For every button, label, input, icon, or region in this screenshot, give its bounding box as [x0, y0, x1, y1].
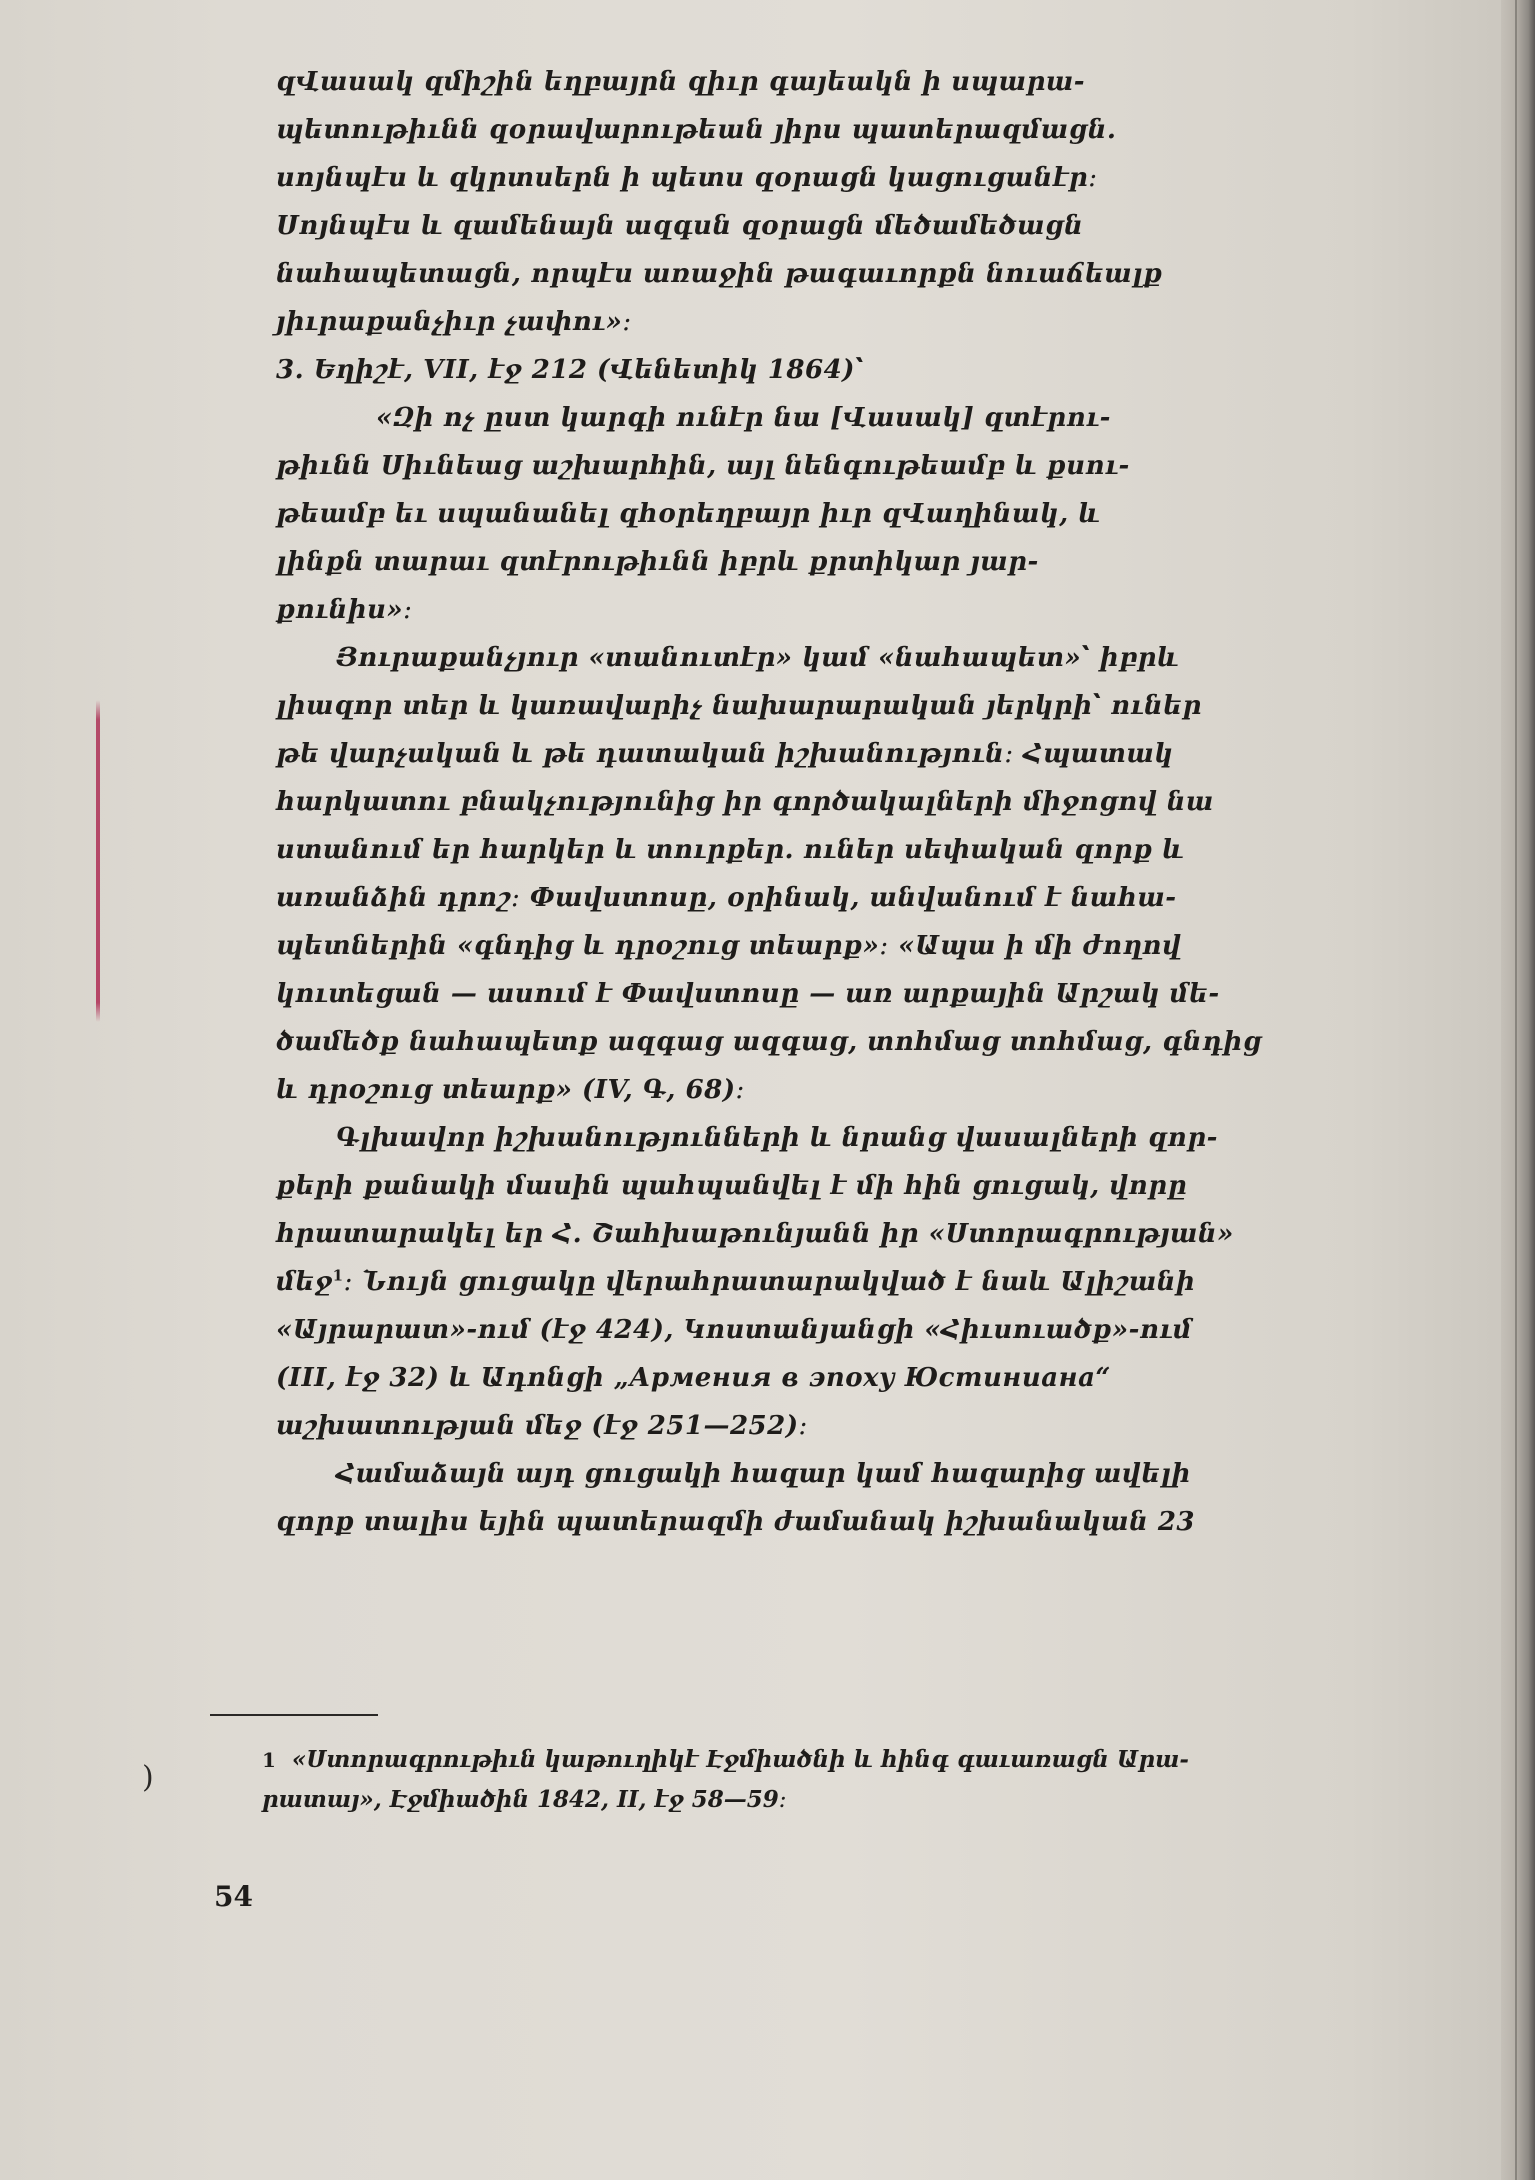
body-line: պետութիւնն զօրավարութեան յիրս պատերազմացն. [276, 115, 1117, 145]
footnote-divider [210, 1714, 378, 1716]
paragraph-line-with-footnote [276, 1258, 1321, 1306]
quote-line: լինքն տարաւ զտէրութիւնն իբրև քրտիկար յար- [276, 547, 1039, 577]
paragraph-line: ստանում եր հարկեր և տուրքեր. ուներ սեփական զորք և [276, 835, 1185, 865]
quote-line: թեամբ եւ սպանանել զհօրեղբայր իւր զՎաղինակ, և [276, 499, 1101, 529]
body-line: յիւրաքանչիւր չափու»։ [276, 307, 632, 337]
quote-line: թիւնն Սիւնեաց աշխարհին, այլ նենգութեամբ և քսու- [276, 451, 1130, 481]
line-rest: ։ Նույն ցուցակը վերահրատարակված է նաև Ալիշանի [343, 1267, 1196, 1297]
footnote-text: «Ստորագրութիւն կաթուղիկէ Էջմիածնի և հինգ գաւառացն Արա- [291, 1746, 1189, 1773]
paragraph-line: կուտեցան — ասում է Փավստոսը — առ արքային Արշակ մե- [276, 979, 1220, 1009]
body-line: նահապետացն, որպէս առաջին թագաւորքն նուաճեալք [276, 259, 1163, 289]
body-line: զՎասակ զմիշին եղբայրն զիւր գայեակն ի սպարա- [276, 67, 1086, 97]
paragraph-line: ծամեծք նահապետք ազգաց ազգաց, տոհմաց տոհմաց, գնդից [276, 1027, 1262, 1057]
book-gutter-shadow [1501, 0, 1535, 2180]
main-text-block [276, 58, 1321, 1546]
footnote-line: րատայ», Էջմիածին 1842, II, էջ 58—59։ [262, 1786, 787, 1813]
footnote-block [262, 1740, 1322, 1820]
quote-line: «Զի ոչ ըստ կարգի ունէր նա [Վասակ] զտէրու- [376, 403, 1111, 433]
paragraph-line: «Այրարատ»-ում (էջ 424), Կոստանյանցի «Հիւսուածք»-ում [276, 1315, 1193, 1345]
footnote-marker: 1 [262, 1748, 276, 1772]
paragraph-line: թե վարչական և թե դատական իշխանություն։ Հպատակ [276, 739, 1174, 769]
body-line: սոյնպէս և զկրտսերն ի պետս զօրացն կացուցանէր։ [276, 163, 1098, 193]
paragraph-line: (III, էջ 32) և Ադոնցի „Армения в эпоху Юстиниана“ [276, 1363, 1111, 1393]
paragraph-line: պետներին «գնդից և դրօշուց տեարք»։ «Ապա ի մի ժողով [276, 931, 1182, 961]
body-line: Սոյնպէս և զամենայն ազգսն զօրացն մեծամեծացն [276, 211, 1084, 241]
footnote-line [262, 1740, 1322, 1780]
quote-line: քունիս»։ [276, 595, 413, 625]
red-margin-annotation [96, 700, 100, 1022]
paragraph-line: լիազոր տեր և կառավարիչ նախարարական յերկրի՝ ուներ [276, 691, 1202, 721]
line-start: մեջ [276, 1267, 333, 1297]
binding-line [1515, 0, 1517, 2180]
paragraph-line: առանձին դրոշ։ Փավստոսը, օրինակ, անվանում է նահա- [276, 883, 1177, 913]
paragraph-line: զորք տալիս եյին պատերազմի ժամանակ իշխանական 23 [276, 1507, 1195, 1537]
page-number: 54 [214, 1880, 253, 1913]
paragraph-line: Յուրաքանչյուր «տանուտէր» կամ «նահապետ»՝ իբրև [336, 643, 1180, 673]
paragraph-line: Գլխավոր իշխանությունների և նրանց վասալների զոր- [336, 1123, 1218, 1153]
paragraph-line: հարկատու բնակչությունից իր գործակալների միջոցով նա [276, 787, 1214, 817]
paragraph-line: քերի քանակի մասին պահպանվել է մի հին ցուցակ, վորը [276, 1171, 1188, 1201]
source-reference: 3. Եղիշէ, VII, էջ 212 (Վենետիկ 1864)՝ [276, 355, 864, 385]
paragraph-line: և դրօշուց տեարք» (IV, Գ, 68)։ [276, 1075, 745, 1105]
paragraph-line: Համաձայն այդ ցուցակի հազար կամ հազարից ավելի [336, 1459, 1191, 1489]
footnote-reference[interactable]: 1 [332, 1266, 344, 1285]
paragraph-line: աշխատության մեջ (էջ 251—252)։ [276, 1411, 808, 1441]
margin-pencil-mark: ) [142, 1760, 154, 1795]
paragraph-line: հրատարակել եր Հ. Շահխաթունյանն իր «Ստորագրության» [276, 1219, 1234, 1249]
